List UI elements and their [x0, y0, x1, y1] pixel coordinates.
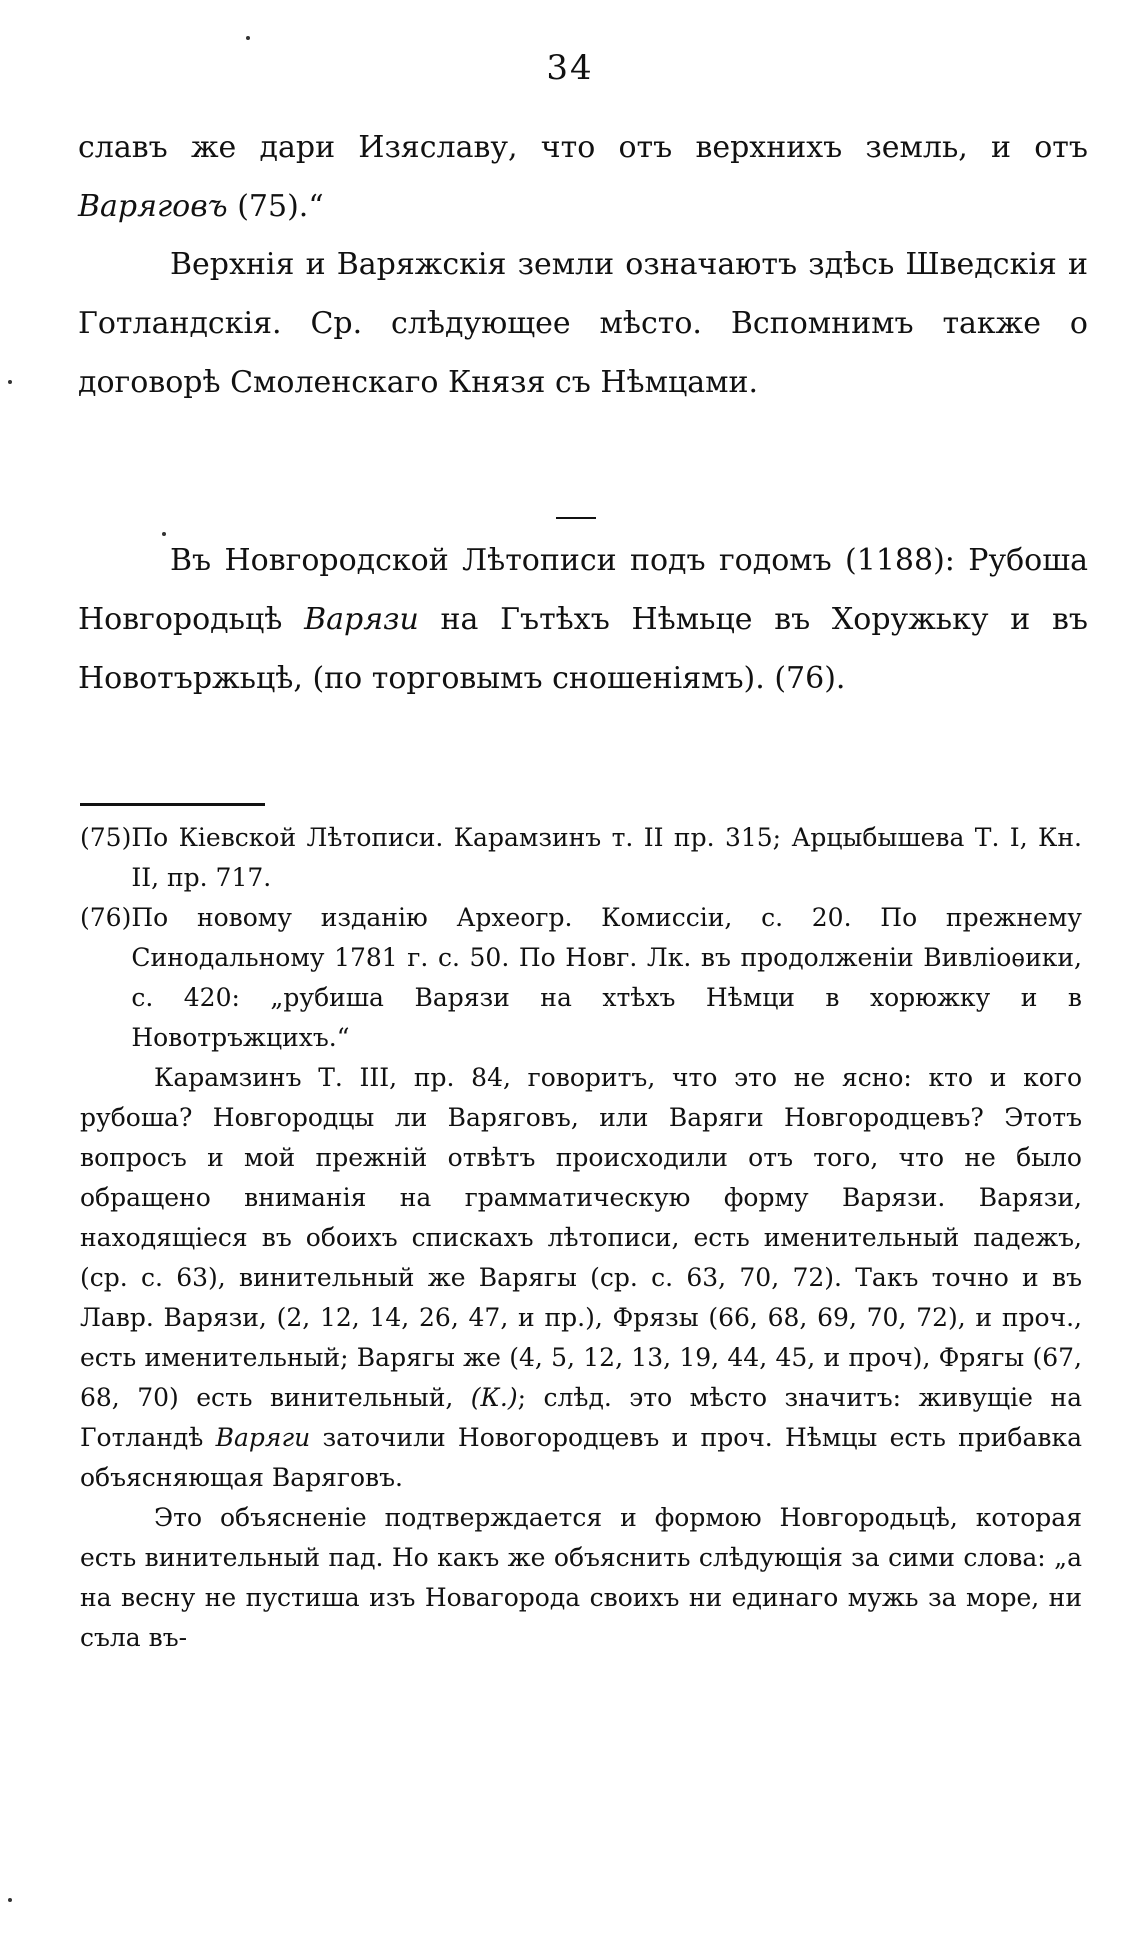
main-text-3	[78, 531, 1088, 708]
italic-varyazi: Варязи	[304, 602, 419, 637]
footnote-commentary-1: Карамзинъ Т. III, пр. 84, говоритъ, что это не ясно: кто и кого рубоша? Новгородцы ли Варяговъ, или Варяги Новгородцевъ? Этотъ вопросъ и мой прежній отвѣтъ происходили отъ того, что не было обращено вниманія на грамматическую форму Варязи. Варязи, находящіеся въ обоихъ спискахъ лѣтописи, есть именительный падежъ, (ср. с. 63), винительный же Варягы (ср. с. 63, 70, 72). Такъ точно и въ Лавр. Варязи, (2, 12, 14, 26, 47, и пр.), Фрязы (66, 68, 69, 70, 72), и проч., есть именительный; Варягы же (4, 5, 12, 13, 19, 44, 45, и проч), Фрягы (67, 68, 70) есть винительный, (К.); слѣд. это мѣсто значитъ: живущіе на Готландѣ Варяги заточили Новогородцевъ и проч. Нѣмцы есть прибавка объясняющая Варяговъ.	[80, 1063, 1082, 1492]
footnote-commentary-2: Это объясненіе подтверждается и формою Новгородьцѣ, которая есть винительный пад. Но какъ же объяснить слѣдующія за сими слова: „а на весну не пустиша изъ Новагорода своихъ ни единаго мужь за море, ни съла въ-	[80, 1503, 1082, 1652]
main-text-2	[78, 235, 1088, 412]
page-number: 34	[546, 48, 594, 88]
main-text	[78, 118, 1088, 236]
footnote-76-number: (76)	[80, 903, 132, 932]
print-speck	[8, 380, 12, 384]
footnote-76	[80, 898, 1082, 1058]
footnote-76-text: По новому изданію Археогр. Комиссіи, с. 20. По прежнему Синодальному 1781 г. с. 50. По Новг. Лк. въ продолженіи Вивліоѳики, с. 420: „рубиша Варязи на хтѣхъ Нѣмци в хорюжку и в Новотръжцихъ.“	[131, 903, 1082, 1052]
footnote-75	[80, 818, 1082, 898]
italic-varyagov: Варяговъ	[78, 189, 228, 224]
footnote-rule	[80, 803, 265, 806]
print-speck	[162, 532, 166, 536]
paragraph-1: славъ же дари Изяславу, что отъ верхнихъ земль, и отъ Варяговъ (75).“	[78, 130, 1088, 224]
paragraph-2: Верхнія и Варяжскія земли означаютъ здѣсь Шведскія и Готландскія. Ср. слѣдующее мѣсто. Вспомнимъ также о договорѣ Смоленскаго Князя съ Нѣмцами.	[78, 247, 1088, 400]
footnote-75-text: По Кіевской Лѣтописи. Карамзинъ т. II пр. 315; Арцыбышева Т. I, Кн. II, пр. 717.	[131, 823, 1082, 892]
section-divider	[556, 517, 596, 519]
print-speck	[8, 1898, 12, 1902]
paragraph-3: Въ Новгородской Лѣтописи подъ годомъ (1188): Рубоша Новгородьцѣ Варязи на Гътѣхъ Нѣмьце въ Хоружьку и въ Новотържьцѣ, (по торговымъ сношеніямъ). (76).	[78, 543, 1088, 696]
footnote-75-number: (75)	[80, 823, 132, 852]
print-speck	[246, 36, 250, 40]
footnotes	[80, 818, 1082, 1658]
